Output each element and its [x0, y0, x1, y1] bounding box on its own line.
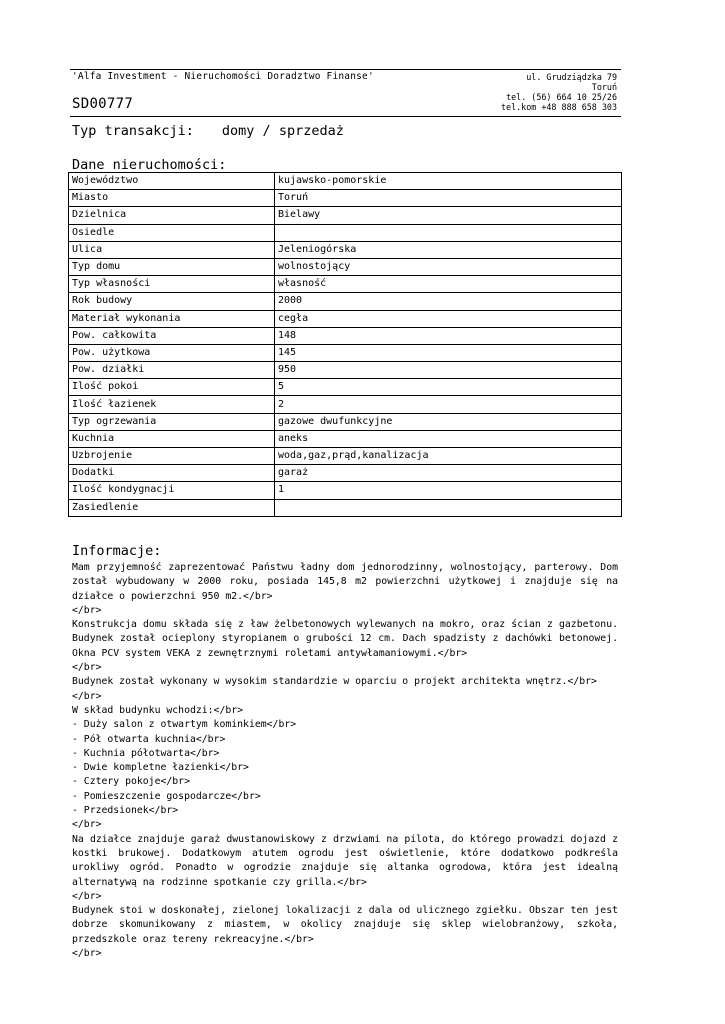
property-key: Kuchnia: [69, 430, 275, 447]
property-value: garaż: [275, 465, 622, 482]
description-line: - Pomieszczenie gospodarcze</br>: [72, 790, 261, 802]
contact-city: Toruń: [591, 82, 617, 92]
description-line: </br>: [72, 948, 102, 960]
property-section-title: Dane nieruchomości:: [72, 157, 227, 173]
property-key: Pow. użytkowa: [69, 344, 275, 361]
table-row: [69, 396, 622, 413]
table-row: [69, 344, 622, 361]
header-top-rule: [70, 69, 621, 70]
property-table: [68, 172, 622, 517]
property-value: aneks: [275, 430, 622, 447]
description-line: </br>: [72, 604, 102, 616]
property-value: 145: [275, 344, 622, 361]
property-key: Typ domu: [69, 258, 275, 275]
table-row: [69, 276, 622, 293]
property-value: woda,gaz,prąd,kanalizacja: [275, 448, 622, 465]
description-line: Budynek stoi w doskonałej, zielonej lokalizacji z dala od ulicznego zgiełku. Obszar ten jest dobrze skomunikowany z miastem, w okolicy znajduje się sklep wielobranżowy, szkoła, przedszkole oraz tereny rekreacyjne.</br>: [72, 905, 618, 945]
description-line: </br>: [72, 690, 102, 702]
contact-mobile: tel.kom +48 888 658 303: [501, 102, 617, 112]
property-value: 1: [275, 482, 622, 499]
info-section-title: Informacje:: [72, 543, 162, 559]
table-row: [69, 327, 622, 344]
property-value: wolnostojący: [275, 258, 622, 275]
property-key: Uzbrojenie: [69, 448, 275, 465]
description-line: - Kuchnia półotwarta</br>: [72, 747, 220, 759]
description-line: - Cztery pokoje</br>: [72, 776, 190, 788]
property-key: Materiał wykonania: [69, 310, 275, 327]
table-row: [69, 310, 622, 327]
contact-block: [501, 72, 617, 112]
table-row: [69, 482, 622, 499]
header-bottom-rule: [70, 116, 621, 117]
description-line: </br>: [72, 662, 102, 674]
property-value: 2000: [275, 293, 622, 310]
description-line: Budynek został wykonany w wysokim standardzie w oparciu o projekt architekta wnętrz.</br>: [72, 676, 597, 688]
description-line: </br>: [72, 890, 102, 902]
table-row: [69, 362, 622, 379]
description-line: Mam przyjemność zaprezentować Państwu ładny dom jednorodzinny, wolnostojący, parterowy. Dom został wybudowany w 2000 roku, posiada 145,8 m2 powierzchni użytkowej i znajduje się na działce o powierzchni 950 m2.</br>: [72, 562, 618, 602]
property-key: Typ własności: [69, 276, 275, 293]
property-value: [275, 499, 622, 516]
property-key: Pow. całkowita: [69, 327, 275, 344]
table-row: [69, 379, 622, 396]
property-key: Ulica: [69, 241, 275, 258]
property-key: Typ ogrzewania: [69, 413, 275, 430]
transaction-value: domy / sprzedaż: [221, 123, 344, 139]
table-row: [69, 413, 622, 430]
property-key: Ilość pokoi: [69, 379, 275, 396]
table-row: [69, 499, 622, 516]
property-key: Ilość łazienek: [69, 396, 275, 413]
property-value: kujawsko-pomorskie: [275, 173, 622, 190]
transaction-type: [72, 123, 344, 139]
property-value: 950: [275, 362, 622, 379]
description-line: - Przedsionek</br>: [72, 805, 179, 817]
property-value: cegła: [275, 310, 622, 327]
table-row: [69, 224, 622, 241]
table-row: [69, 293, 622, 310]
property-key: Miasto: [69, 190, 275, 207]
description: [72, 561, 618, 961]
description-line: - Duży salon z otwartym kominkiem</br>: [72, 719, 297, 731]
table-row: [69, 190, 622, 207]
property-value: Bielawy: [275, 207, 622, 224]
table-row: [69, 241, 622, 258]
property-value: własność: [275, 276, 622, 293]
property-key: Dodatki: [69, 465, 275, 482]
property-key: Osiedle: [69, 224, 275, 241]
description-line: </br>: [72, 819, 102, 831]
property-key: Zasiedlenie: [69, 499, 275, 516]
description-line: Konstrukcja domu składa się z ław żelbetonowych wylewanych na mokro, oraz ścian z gazbetonu. Budynek został ocieplony styropianem o grubości 12 cm. Dach spadzisty z dachówki betonowej. Okna PCV system VEKA z zewnętrznymi roletami antywłamaniowymi.</br>: [72, 619, 618, 659]
property-value: gazowe dwufunkcyjne: [275, 413, 622, 430]
property-key: Pow. działki: [69, 362, 275, 379]
property-key: Ilość kondygnacji: [69, 482, 275, 499]
table-row: [69, 258, 622, 275]
property-value: Toruń: [275, 190, 622, 207]
table-row: [69, 448, 622, 465]
property-key: Rok budowy: [69, 293, 275, 310]
contact-address: ul. Grudziądzka 79: [526, 72, 617, 82]
table-row: [69, 465, 622, 482]
property-value: 148: [275, 327, 622, 344]
property-value: [275, 224, 622, 241]
table-row: [69, 430, 622, 447]
description-line: - Pół otwarta kuchnia</br>: [72, 733, 226, 745]
property-value: 2: [275, 396, 622, 413]
description-line: Na działce znajduje garaż dwustanowiskowy z drzwiami na pilota, do którego prowadzi dojazd z kostki brukowej. Dodatkowym atutem ogrodu jest oświetlenie, które dodatkowo podkreśla urokliwy ogród. Ponadto w ogrodzie znajduje się altanka ogrodowa, która jest idealną alternatywą na rodzinne spotkanie czy grilla.</br>: [72, 833, 618, 888]
property-key: Województwo: [69, 173, 275, 190]
transaction-label: Typ transakcji:: [72, 123, 194, 139]
contact-phone: tel. (56) 664 10 25/26: [506, 92, 617, 102]
property-value: 5: [275, 379, 622, 396]
table-row: [69, 173, 622, 190]
document-id: SD00777: [72, 96, 134, 112]
description-line: W skład budynku wchodzi:</br>: [72, 704, 244, 716]
company-name: 'Alfa Investment - Nieruchomości Doradztwo Finanse': [72, 71, 374, 82]
description-line: - Dwie kompletne łazienki</br>: [72, 762, 249, 774]
table-row: [69, 207, 622, 224]
property-key: Dzielnica: [69, 207, 275, 224]
property-value: Jeleniogórska: [275, 241, 622, 258]
